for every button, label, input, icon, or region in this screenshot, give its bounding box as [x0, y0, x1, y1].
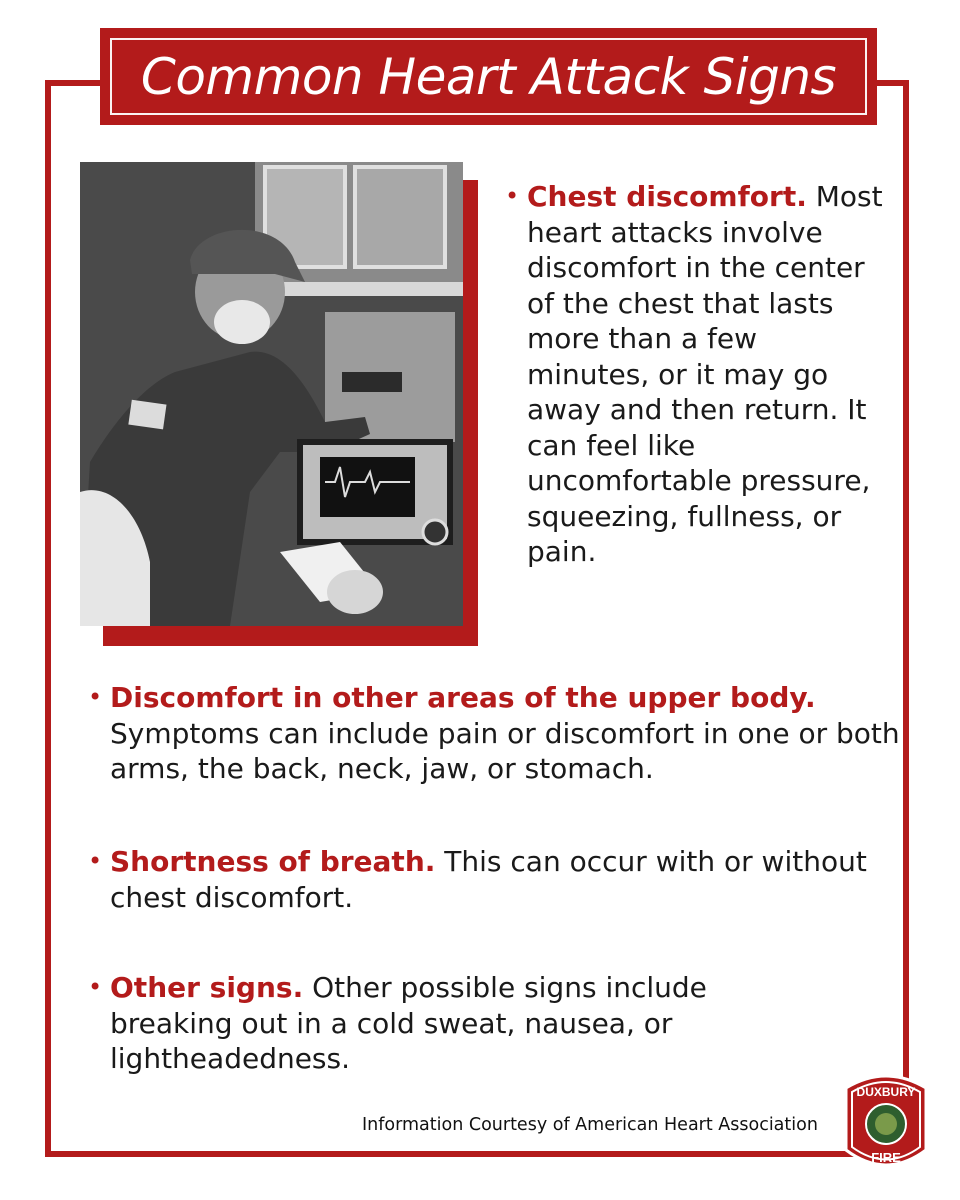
duxbury-fire-logo [840, 1068, 932, 1176]
sign-text: Symptoms can include pain or discomfort in one or both arms, the back, neck, jaw, or stomach. [110, 716, 900, 785]
paramedic-photo [80, 162, 463, 626]
sign-upper-body [88, 680, 900, 787]
sign-heading: Discomfort in other areas of the upper body. [110, 681, 816, 714]
sign-text: Other possible signs include breaking out in a cold sweat, nausea, or lightheadedness. [110, 971, 707, 1075]
bullet-icon: • [505, 182, 520, 210]
sign-text: Most heart attacks involve discomfort in the center of the chest that lasts more than a few minutes, or it may go away and then return. It can feel like uncomfortable pressure, squeezing, fullness, or pain. [527, 180, 883, 568]
sign-heading: Other signs. [110, 971, 304, 1004]
sign-chest-discomfort [505, 179, 887, 570]
page-title: Common Heart Attack Signs [140, 47, 837, 106]
sign-shortness-of-breath [88, 844, 870, 915]
sign-other [88, 970, 830, 1077]
bullet-icon: • [88, 683, 103, 711]
sign-text: This can occur with or without chest discomfort. [110, 845, 867, 914]
bullet-icon: • [88, 973, 103, 1001]
sign-heading: Chest discomfort. [527, 180, 807, 213]
badge-bottom-text: FIRE [871, 1150, 901, 1165]
sign-heading: Shortness of breath. [110, 845, 436, 878]
paramedic-illustration [80, 162, 463, 626]
bullet-icon: • [88, 847, 103, 875]
badge-top-text: DUXBURY [856, 1085, 916, 1099]
source-credit: Information Courtesy of American Heart Association [362, 1115, 818, 1135]
title-banner [100, 28, 877, 125]
